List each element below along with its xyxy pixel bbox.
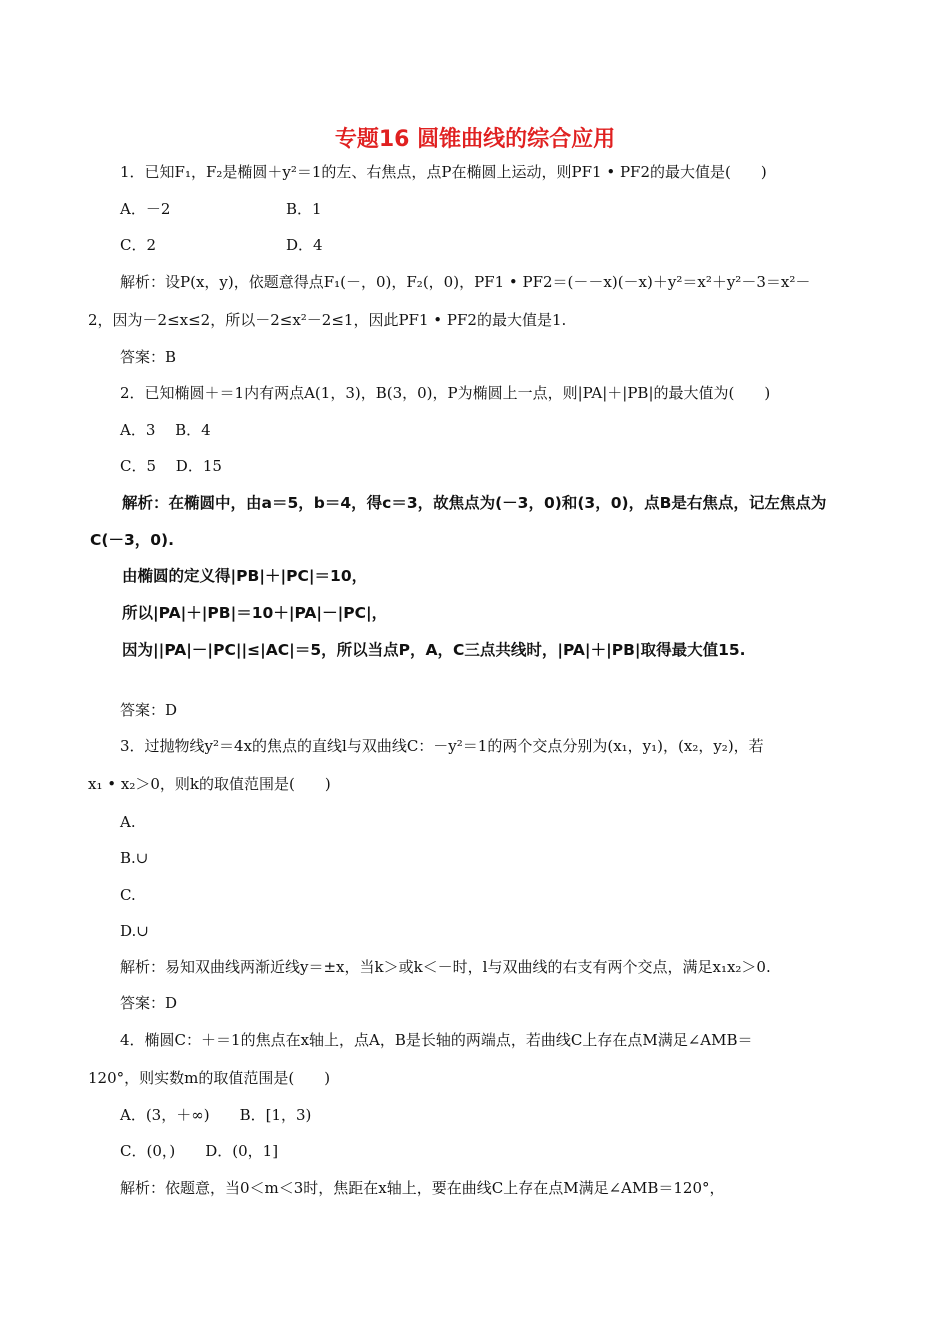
question-1-analysis-line-2: 2，因为－2≤x≤2，所以－2≤x²－2≤1，因此PF1 • PF2的最大值是1. — [88, 311, 567, 329]
question-4-options-ab: A．(3，＋∞) B．[1，3) — [120, 1106, 312, 1124]
question-1-analysis-line-1: 解析：设P(x，y)，依题意得点F₁(－，0)，F₂(，0)，PF1 • PF2＝(－－x)(－x)＋y²＝x²＋y²－3＝x²－ — [120, 273, 811, 291]
question-4-stem-line-2: 120°，则实数m的取值范围是( ) — [88, 1069, 331, 1087]
question-3-analysis: 解析：易知双曲线两渐近线y＝±x，当k＞或k＜－时，l与双曲线的右支有两个交点，满足x₁x₂＞0. — [120, 958, 771, 976]
question-3-stem-line-2: x₁ • x₂＞0，则k的取值范围是( ) — [88, 775, 331, 793]
question-4-stem-line-1: 4．椭圆C：＋＝1的焦点在x轴上，点A，B是长轴的两端点，若曲线C上存在点M满足∠AMB＝ — [120, 1031, 753, 1049]
question-3-option-c: C. — [120, 886, 136, 904]
question-1-option-a: A．－2 — [120, 200, 171, 218]
question-2-analysis-line-3: 由椭圆的定义得|PB|＋|PC|＝10， — [122, 567, 368, 585]
question-2-analysis-line-2: C(－3，0). — [90, 531, 175, 549]
question-2-options-cd: C．5 D．15 — [120, 457, 222, 475]
question-1-answer: 答案：B — [120, 348, 177, 366]
question-2-options-ab: A．3 B．4 — [120, 421, 211, 439]
question-2-analysis-line-5: 因为||PA|－|PC||≤|AC|＝5，所以当点P，A，C三点共线时，|PA|＋|PB|取得最大值15. — [122, 641, 746, 659]
question-2-stem: 2．已知椭圆＋＝1内有两点A(1，3)，B(3，0)，P为椭圆上一点，则|PA|＋|PB|的最大值为( ) — [120, 384, 771, 402]
question-3-stem-line-1: 3．过抛物线y²＝4x的焦点的直线l与双曲线C：－y²＝1的两个交点分别为(x₁，y₁)，(x₂，y₂)，若 — [120, 737, 764, 755]
question-4-options-cd: C．(0，) D．(0，1] — [120, 1142, 279, 1160]
question-2-analysis-line-1: 解析：在椭圆中，由a＝5，b＝4，得c＝3，故焦点为(－3，0)和(3，0)，点B是右焦点，记左焦点为 — [122, 494, 827, 512]
page-title: 专题16 圆锥曲线的综合应用 — [334, 127, 616, 152]
question-3-option-d: D.∪ — [120, 922, 149, 940]
question-2-analysis-line-4: 所以|PA|＋|PB|＝10＋|PA|－|PC|， — [122, 604, 388, 622]
question-3-answer: 答案：D — [120, 994, 178, 1012]
question-1-option-b: B．1 — [286, 200, 322, 218]
question-1-option-d: D．4 — [286, 236, 323, 254]
question-3-option-a: A. — [120, 813, 136, 831]
question-3-option-b: B.∪ — [120, 849, 149, 867]
question-4-analysis: 解析：依题意，当0＜m＜3时，焦距在x轴上，要在曲线C上存在点M满足∠AMB＝120°， — [120, 1179, 725, 1197]
question-2-answer: 答案：D — [120, 701, 178, 719]
question-1-stem: 1．已知F₁，F₂是椭圆＋y²＝1的左、右焦点，点P在椭圆上运动，则PF1 • PF2的最大值是( ) — [120, 163, 767, 181]
question-1-option-c: C．2 — [120, 236, 157, 254]
